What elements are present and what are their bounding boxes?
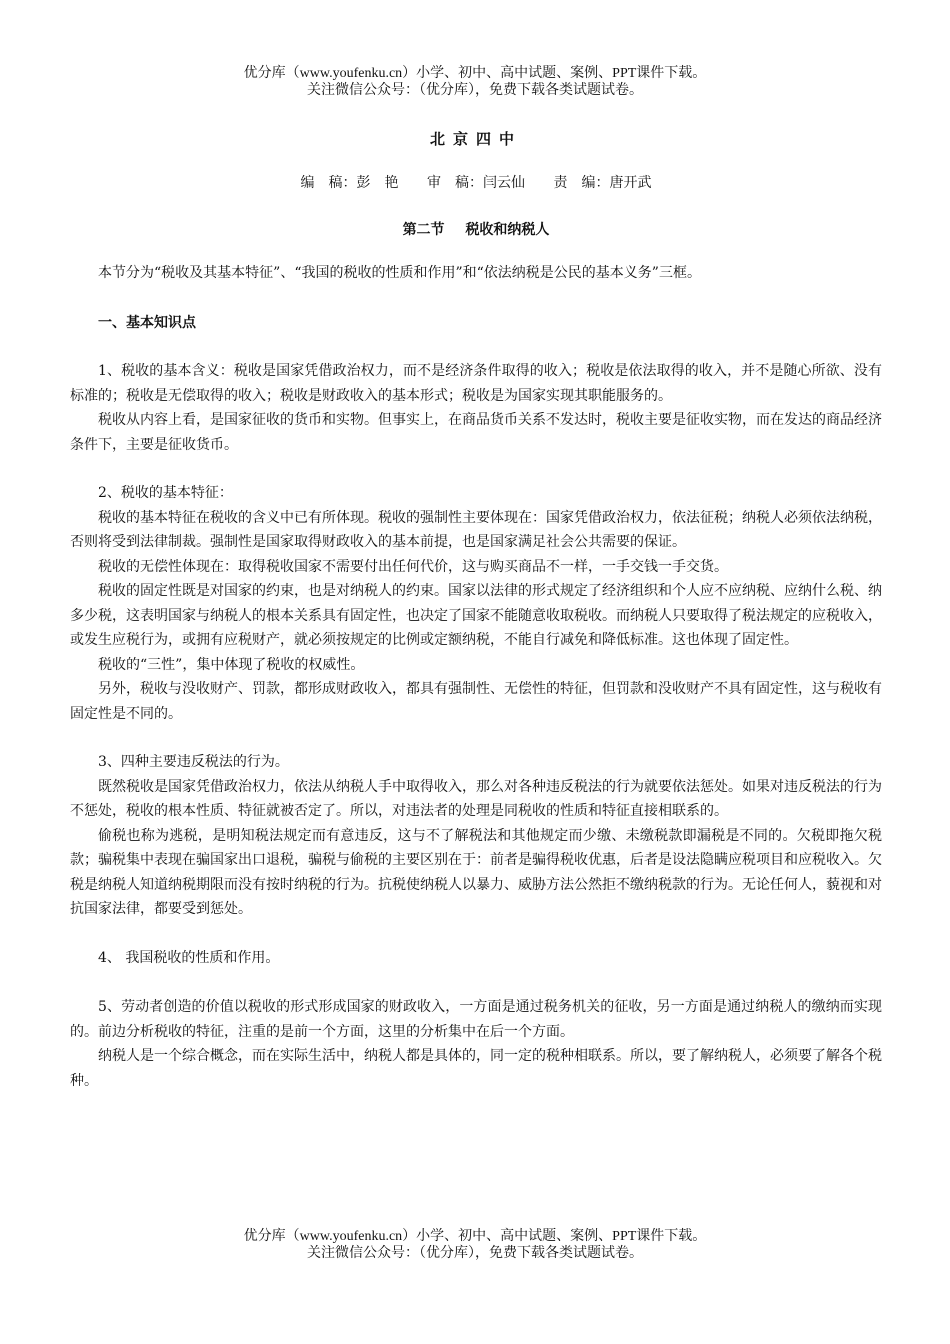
header-banner bbox=[0, 65, 950, 99]
paragraph: 1、税收的基本含义：税收是国家凭借政治权力，而不是经济条件取得的收入；税收是依法取得的收入，并不是随心所欲、没有标准的；税收是无偿取得的收入；税收是财政收入的基本形式；税收是为国家实现其职能服务的。 bbox=[70, 363, 882, 404]
intro-paragraph: 本节分为“税收及其基本特征”、“我国的税收的性质和作用”和“依法纳税是公民的基本义务”三框。 bbox=[98, 265, 701, 281]
paragraph: 税收从内容上看，是国家征收的货币和实物。但事实上，在商品货币关系不发达时，税收主要是征收实物，而在发达的商品经济条件下，主要是征收货币。 bbox=[70, 412, 882, 453]
banner-line-2: 关注微信公众号：（优分库），免费下载各类试题试卷。 bbox=[307, 1246, 643, 1261]
banner-line-1: 优分库（www.youfenku.cn）小学、初中、高中试题、案例、PPT课件下载。 bbox=[243, 1229, 707, 1244]
heading-basic-knowledge: 一、基本知识点 bbox=[98, 314, 196, 331]
paragraph: 5、劳动者创造的价值以税收的形式形成国家的财政收入，一方面是通过税务机关的征收，另一方面是通过纳税人的缴纳而实现的。前边分析税收的特征，注重的是前一个方面，这里的分析集中在后一个方面。 bbox=[70, 999, 882, 1040]
paragraph: 税收的固定性既是对国家的约束，也是对纳税人的约束。国家以法律的形式规定了经济组织和个人应不应纳税、应纳什么税、纳多少税，这表明国家与纳税人的根本关系具有固定性，也决定了国家不能随意收取税收。而纳税人只要取得了税法规定的应税收入，或发生应税行为，或拥有应税财产，就必须按规定的比例或定额纳税，不能自行减免和降低标准。这也体现了固定性。 bbox=[70, 583, 882, 648]
editor-credit-review: 审 稿：闫云仙 bbox=[427, 175, 525, 191]
paragraph: 税收的基本特征在税收的含义中已有所体现。税收的强制性主要体现在：国家凭借政治权力，依法征税；纳税人必须依法纳税，否则将受到法律制裁。强制性是国家取得财政收入的基本前提，也是国家满足社会公共需要的保证。 bbox=[70, 509, 882, 550]
editor-credits bbox=[70, 173, 882, 193]
section-title bbox=[70, 219, 882, 241]
banner-line-2: 关注微信公众号：（优分库），免费下载各类试题试卷。 bbox=[307, 83, 643, 98]
paragraph: 3、四种主要违反税法的行为。 bbox=[98, 754, 289, 770]
banner-line-1: 优分库（www.youfenku.cn）小学、初中、高中试题、案例、PPT课件下载。 bbox=[243, 66, 707, 81]
paragraph: 2、税收的基本特征： bbox=[98, 485, 233, 501]
paragraph: 纳税人是一个综合概念，而在实际生活中，纳税人都是具体的，同一定的税种相联系。所以，要了解纳税人，必须要了解各个税种。 bbox=[70, 1048, 882, 1089]
paragraph: 4、 我国税收的性质和作用。 bbox=[98, 949, 280, 966]
editor-credit-responsible: 责 编：唐开武 bbox=[553, 175, 652, 191]
paragraph: 税收的“三性”，集中体现了税收的权威性。 bbox=[98, 656, 365, 673]
section-name: 税收和纳税人 bbox=[465, 222, 550, 238]
footer-banner bbox=[0, 1228, 950, 1262]
editor-credit-draft: 编 稿：彭 艳 bbox=[300, 175, 399, 191]
paragraph: 另外，税收与没收财产、罚款，都形成财政收入，都具有强制性、无偿性的特征，但罚款和没收财产不具有固定性，这与税收有固定性是不同的。 bbox=[70, 681, 882, 722]
paragraph: 偷税也称为逃税，是明知税法规定而有意违反，这与不了解税法和其他规定而少缴、未缴税款即漏税是不同的。欠税即拖欠税款；骗税集中表现在骗国家出口退税，骗税与偷税的主要区别在于：前者是骗得税收优惠，后者是设法隐瞒应税项目和应税收入。欠税是纳税人知道纳税期限而没有按时纳税的行为。抗税使纳税人以暴力、威胁方法公然拒不缴纳税款的行为。无论任何人，藐视和对抗国家法律，都要受到惩处。 bbox=[70, 827, 882, 917]
paragraph: 既然税收是国家凭借政治权力，依法从纳税人手中取得收入，那么对各种违反税法的行为就要依法惩处。如果对违反税法的行为不惩处，税收的根本性质、特征就被否定了。所以，对违法者的处理是同税收的性质和特征直接相联系的。 bbox=[70, 778, 882, 819]
document-content bbox=[70, 125, 882, 1093]
section-number: 第二节 bbox=[402, 222, 445, 238]
school-title: 北京四中 bbox=[429, 130, 522, 148]
paragraph: 税收的无偿性体现在：取得税收国家不需要付出任何代价，这与购买商品不一样，一手交钱一手交货。 bbox=[98, 558, 728, 575]
